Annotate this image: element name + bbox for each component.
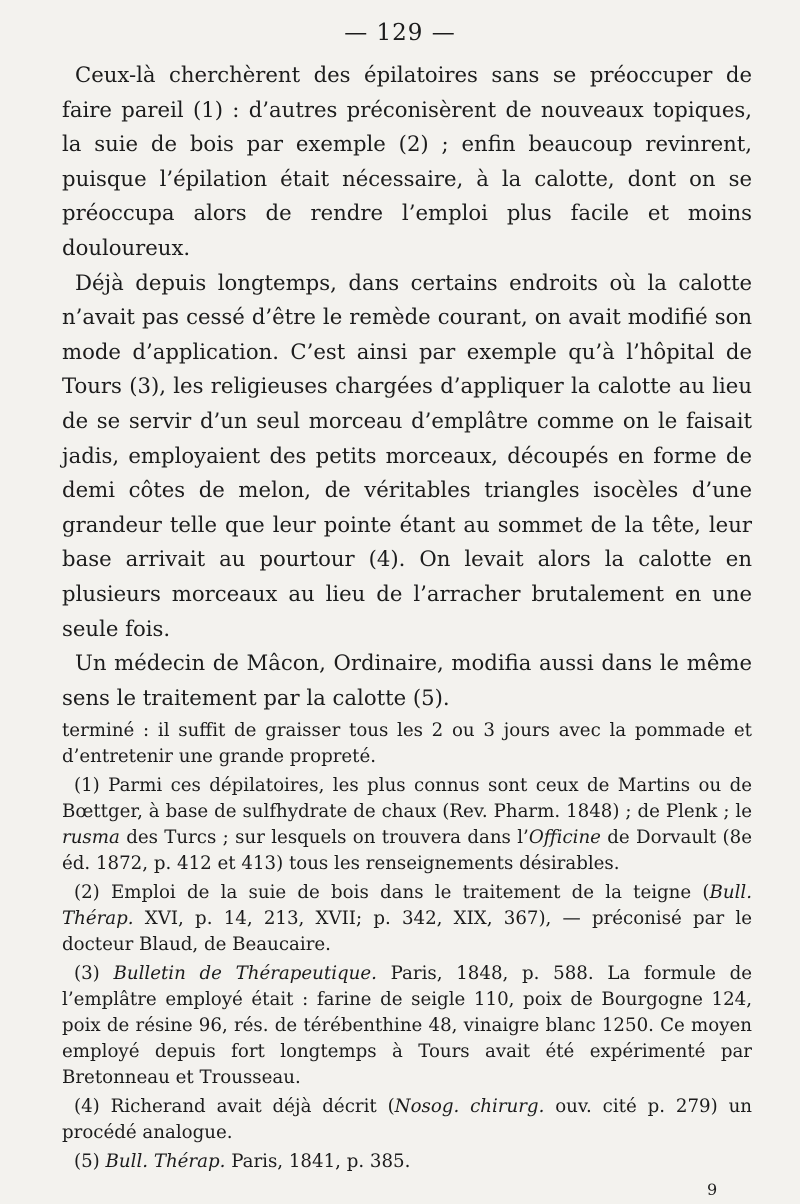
footnote-text: ouv. cité p. 279) un procédé analogue. [62,1096,753,1143]
footnote-text: Paris, 1841, p. 385. [225,1151,411,1172]
footnote-continuation: terminé : il suffit de graisser tous les 2 ou 3 jours avec la pommade et d’entretenir une grande propreté. [62,720,752,767]
footnote-italic: Nosog. chirurg. [394,1096,545,1117]
footnote-3 [62,961,752,1091]
footnote-text: Paris, 1848, p. 588. La formule de l’emplâtre employé était : farine de seigle 110, poix de Bourgogne 124, poix de résine 96, rés. de térébenthine 48, vinaigre blanc 1250. Ce moyen employé depuis fort longtemps à Tours avait été expérimenté par Bretonneau et Trousseau. [62,963,753,1088]
footnote-italic: Bulletin de Thérapeutique. [113,963,377,984]
footnote-5 [62,1149,752,1175]
folio: 9 [707,1180,718,1199]
footnote-text: des Turcs ; sur lesquels on trouvera dans l’ [119,827,529,848]
footnotes [62,718,752,1178]
paragraph: Ceux-là cherchèrent des épilatoires sans se préoccuper de faire pareil (1) : d’autres préconisèrent de nouveaux topiques, la suie de bois par exemple (2) ; enfin beaucoup revinrent, puisque l’épilation était nécessaire, à la calotte, dont on se préoccupa alors de rendre l’emploi plus facile et moins douloureux. [62,62,752,260]
footnote-italic: Officine [528,827,601,848]
footnote-text: (1) Parmi ces dépilatoires, les plus connus sont ceux de Martins ou de Bœttger, à base de sulfhydrate de chaux (Rev. Pharm. 1848) ; de Plenk ; le [62,775,752,822]
footnote-text: de Dorvault (8e éd. 1872, p. 412 et 413) tous les renseignements désirables. [62,827,752,874]
footnote-text: (4) Richerand avait déjà décrit ( [74,1096,395,1117]
paragraph: Déjà depuis longtemps, dans certains endroits où la calotte n’avait pas cessé d’être le remède courant, on avait modifié son mode d’application. C’est ainsi par exemple qu’à l’hôpital de Tours (3), les religieuses chargées d’appliquer la calotte au lieu de se servir d’un seul morceau d’emplâtre comme on le faisait jadis, employaient des petits morceaux, découpés en forme de demi côtes de melon, de véritables triangles isocèles d’une grandeur telle que leur pointe étant au sommet de la tête, leur base arrivait au pourtour (4). On levait alors la calotte en plusieurs morceaux au lieu de l’arracher brutalement en une seule fois. [62,269,752,641]
footnote-italic: Bull. Thérap. [62,882,752,929]
footnote-text: XVI, p. 14, 213, XVII; p. 342, XIX, 367), — préconisé par le docteur Blaud, de Beaucaire. [62,908,752,955]
paragraph: Un médecin de Mâcon, Ordinaire, modifia aussi dans le même sens le traitement par la calotte (5). [62,650,752,710]
footnote-text: (2) Emploi de la suie de bois dans le traitement de la teigne ( [74,882,710,903]
footnote-text: (3) [74,963,114,984]
footnote-2 [62,880,752,958]
body-text [62,58,752,715]
footnote-italic: rusma [62,827,120,848]
footnote-text: (5) [74,1151,106,1172]
footnote-1 [62,773,752,877]
page-number: — 129 — [344,20,456,46]
footnote-4 [62,1094,752,1146]
footnote-italic: Bull. Thérap. [105,1151,226,1172]
